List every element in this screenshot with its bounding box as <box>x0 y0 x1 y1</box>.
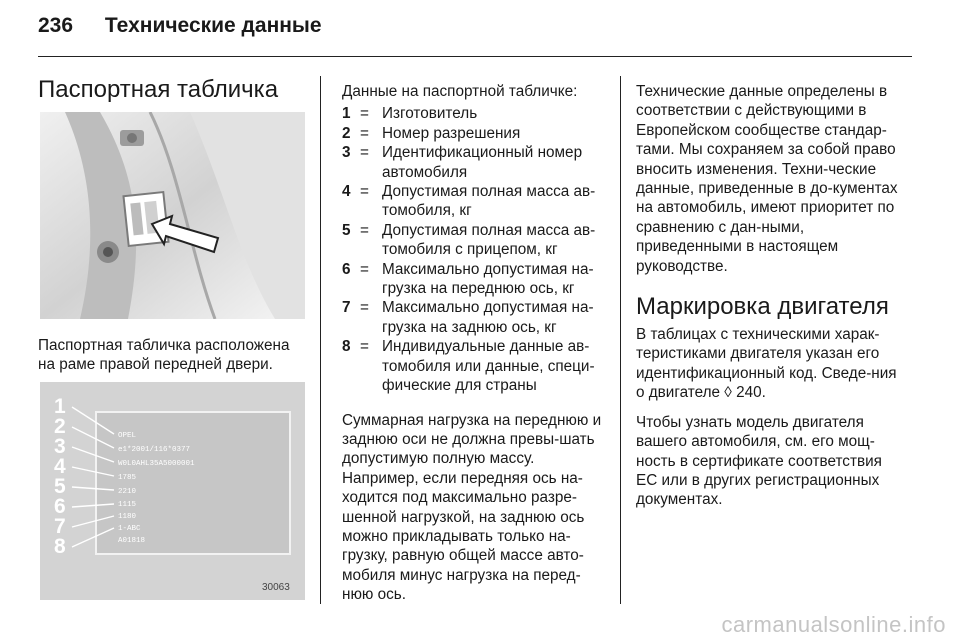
list-item <box>342 124 610 143</box>
item-number: 2 <box>342 124 351 142</box>
column-divider-1 <box>320 76 321 604</box>
plate-callout-1: 1 <box>54 395 66 418</box>
item-number: 7 <box>342 299 351 317</box>
left-column <box>38 76 308 104</box>
arrow-reference-icon: ◊ <box>724 384 732 402</box>
middle-column <box>342 82 610 605</box>
plate-line-2: e1*2001/116*0377 <box>118 446 191 454</box>
equals-sign: = <box>360 260 369 278</box>
engine-code-paragraph <box>636 325 904 403</box>
plate-line-3: W0L0AHL35A5000001 <box>118 460 195 468</box>
page-header <box>38 14 322 38</box>
plate-callout-5: 5 <box>54 475 66 498</box>
item-number: 3 <box>342 144 351 162</box>
item-text: Индивидуальные данные ав-томобиля или данные, специ-фические для страны <box>382 338 595 395</box>
equals-sign: = <box>360 299 369 317</box>
item-text: Идентификационный номер автомобиля <box>382 144 583 181</box>
passport-plate-title: Паспортная табличка <box>38 76 279 103</box>
item-number: 8 <box>342 338 351 356</box>
section-title: Технические данные <box>104 14 322 37</box>
engine-marking-title: Маркировка двигателя <box>636 293 889 321</box>
plate-callout-3: 3 <box>54 435 66 458</box>
plate-line-7: 1180 <box>118 513 137 521</box>
page-reference-link[interactable]: 240. <box>736 384 766 402</box>
plate-callout-8: 8 <box>54 535 66 558</box>
list-item <box>342 260 610 299</box>
item-text: Максимально допустимая на-грузка на переднюю ось, кг <box>382 260 594 298</box>
plate-line-8: 1-ABC <box>118 525 141 533</box>
plate-line-5: 2210 <box>118 488 137 496</box>
item-text: Изготовитель <box>382 105 478 123</box>
door-frame-photo <box>40 112 305 319</box>
list-item <box>342 143 610 182</box>
page-number: 236 <box>38 14 74 37</box>
plate-callout-2: 2 <box>54 415 66 438</box>
plate-callout-6: 6 <box>54 495 66 518</box>
list-item <box>342 337 610 395</box>
plate-callout-4: 4 <box>54 455 66 478</box>
photo-caption: Паспортная табличка расположена на раме правой передней двери. <box>38 337 290 374</box>
item-number: 5 <box>342 221 351 239</box>
left-column-text <box>38 336 308 375</box>
item-text: Допустимая полная масса ав-томобиля с прицепом, кг <box>382 221 596 259</box>
engine-model-paragraph: Чтобы узнать модель двигателя вашего автомобиля, см. его мощ-ность в сертификате соответствия ЕС или в других регистрационных документах. <box>636 413 882 509</box>
plate-data-intro: Данные на паспортной табличке: <box>342 83 578 100</box>
item-text: Максимально допустимая на-грузка на заднюю ось, кг <box>382 299 594 336</box>
figure-number: 30063 <box>262 582 290 593</box>
right-column <box>636 82 904 510</box>
list-item <box>342 221 610 260</box>
equals-sign: = <box>360 338 369 356</box>
item-text: Допустимая полная масса ав-томобиля, кг <box>382 183 596 220</box>
equals-sign: = <box>360 105 369 123</box>
item-number: 6 <box>342 260 351 278</box>
list-item <box>342 298 610 337</box>
plate-diagram <box>40 382 305 600</box>
plate-line-6: 1115 <box>118 501 137 509</box>
equals-sign: = <box>360 124 369 142</box>
plate-line-1: OPEL <box>118 432 137 440</box>
header-rule <box>38 56 912 57</box>
watermark: carmanualsonline.info <box>721 612 946 637</box>
plate-data-list <box>342 104 610 395</box>
item-number: 4 <box>342 183 351 201</box>
plate-callout-7: 7 <box>54 515 66 538</box>
equals-sign: = <box>360 183 369 201</box>
item-number: 1 <box>342 105 351 123</box>
plate-line-9: A01818 <box>118 537 146 545</box>
axle-load-note: Суммарная нагрузка на переднюю и заднюю оси не должна превы-шать допустимую полную массу. Например, если передняя ось на-ходится под максимально разре-шенной нагрузкой, на заднюю ось можно прикладывать только на-грузку, равную общей массе авто-мобиля минус нагрузка на перед-нюю ось. <box>342 411 602 604</box>
technical-data-paragraph: Технические данные определены в соответствии с действующими в Европейском сообществе стандар-тами. Мы сохраняем за собой право вносить изменения. Техни-ческие данные, приведенные в до-кументах на автомобиль, имеют приоритет по сравнению с дан-ными, приведенными в настоящем руководстве. <box>636 83 898 275</box>
list-item <box>342 104 610 123</box>
equals-sign: = <box>360 221 369 239</box>
equals-sign: = <box>360 144 369 162</box>
item-text: Номер разрешения <box>382 124 521 142</box>
plate-line-4: 1785 <box>118 474 137 482</box>
engine-code-text: В таблицах с техническими харак-теристиками двигателя указан его идентификационный код. Сведе-ния о двигателе <box>636 326 897 402</box>
list-item <box>342 182 610 221</box>
column-divider-2 <box>620 76 621 604</box>
